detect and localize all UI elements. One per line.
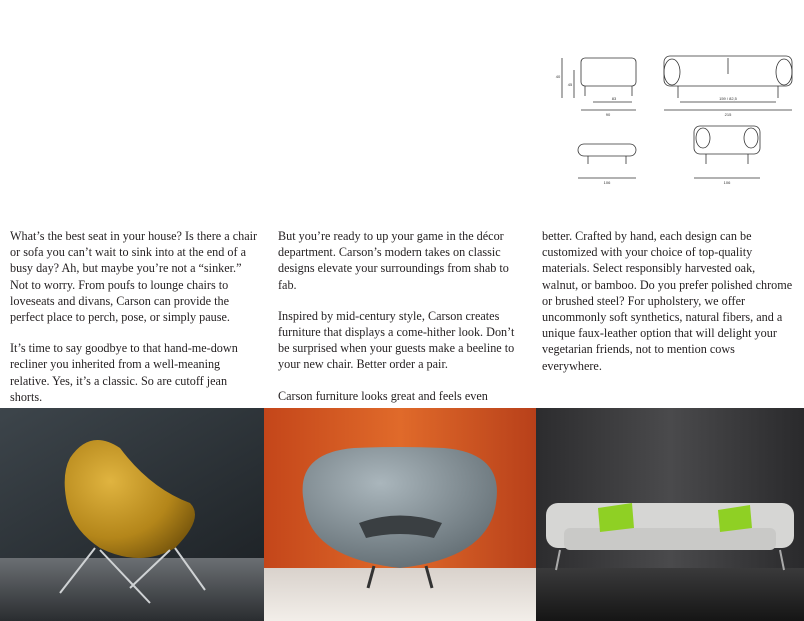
paragraph: But you’re ready to up your game in the décor department. Carson’s modern takes on classic designs elevate your surroundings from shab to fab. [278, 229, 509, 292]
paragraph: Carson furniture looks great and feels even [278, 388, 488, 403]
photo-sofa [536, 408, 804, 621]
furniture-dimension-drawings [548, 40, 798, 190]
chair-front-view [694, 126, 760, 154]
dim-label: 106 [603, 180, 611, 185]
photo-gray-chair [264, 408, 536, 621]
dim-label: 215 [724, 112, 732, 117]
paragraph: better. Crafted by hand, each design can be customized with your choice of top-quality materials. Select responsibly harvested oak, walnut, or bamboo. Do you prefer polished chrome or brushed steel? For upholstery, we offer uncommonly soft synthetics, natural fibers, and a unique faux-leather option that will delight your vegetarian friends, not to mention cows everywhere. [542, 229, 793, 373]
dim-label: 106 [723, 180, 731, 185]
paragraph: What’s the best seat in your house? Is there a chair or sofa you can’t wait to sink into at the end of a busy day? Ah, but maybe you’re not a “sinker.” Not to worry. From poufs to lounge chairs to loveseats and divans, Carson can provide the perfect place to perch, pose, or simply pause. [10, 229, 258, 325]
dim-label: 40 [555, 74, 561, 79]
paragraph: It’s time to say goodbye to that hand-me-down recliner you inherited from a well-meaning relative. Yes, it’s a classic. So are cutoff jean shorts. [10, 341, 238, 404]
text-column-3 [542, 228, 794, 389]
text-column-1 [10, 228, 260, 420]
ottoman-side-view [581, 58, 636, 86]
dim-label: 159 / 82,5 [719, 96, 737, 101]
dim-label: 83 [611, 96, 617, 101]
dim-label: 90 [605, 112, 611, 117]
text-column-2 [278, 228, 528, 419]
paragraph: Inspired by mid-century style, Carson creates furniture that displays a come-hither look. Don’t be surprised when your guests make a beeline to your new chair. Better order a pair. [278, 308, 515, 372]
dim-label: 45 [567, 82, 573, 87]
photo-strip [0, 408, 804, 621]
dimension-diagram-svg [548, 40, 798, 190]
photo-yellow-chair [0, 408, 264, 621]
ottoman-top-view [578, 144, 636, 156]
